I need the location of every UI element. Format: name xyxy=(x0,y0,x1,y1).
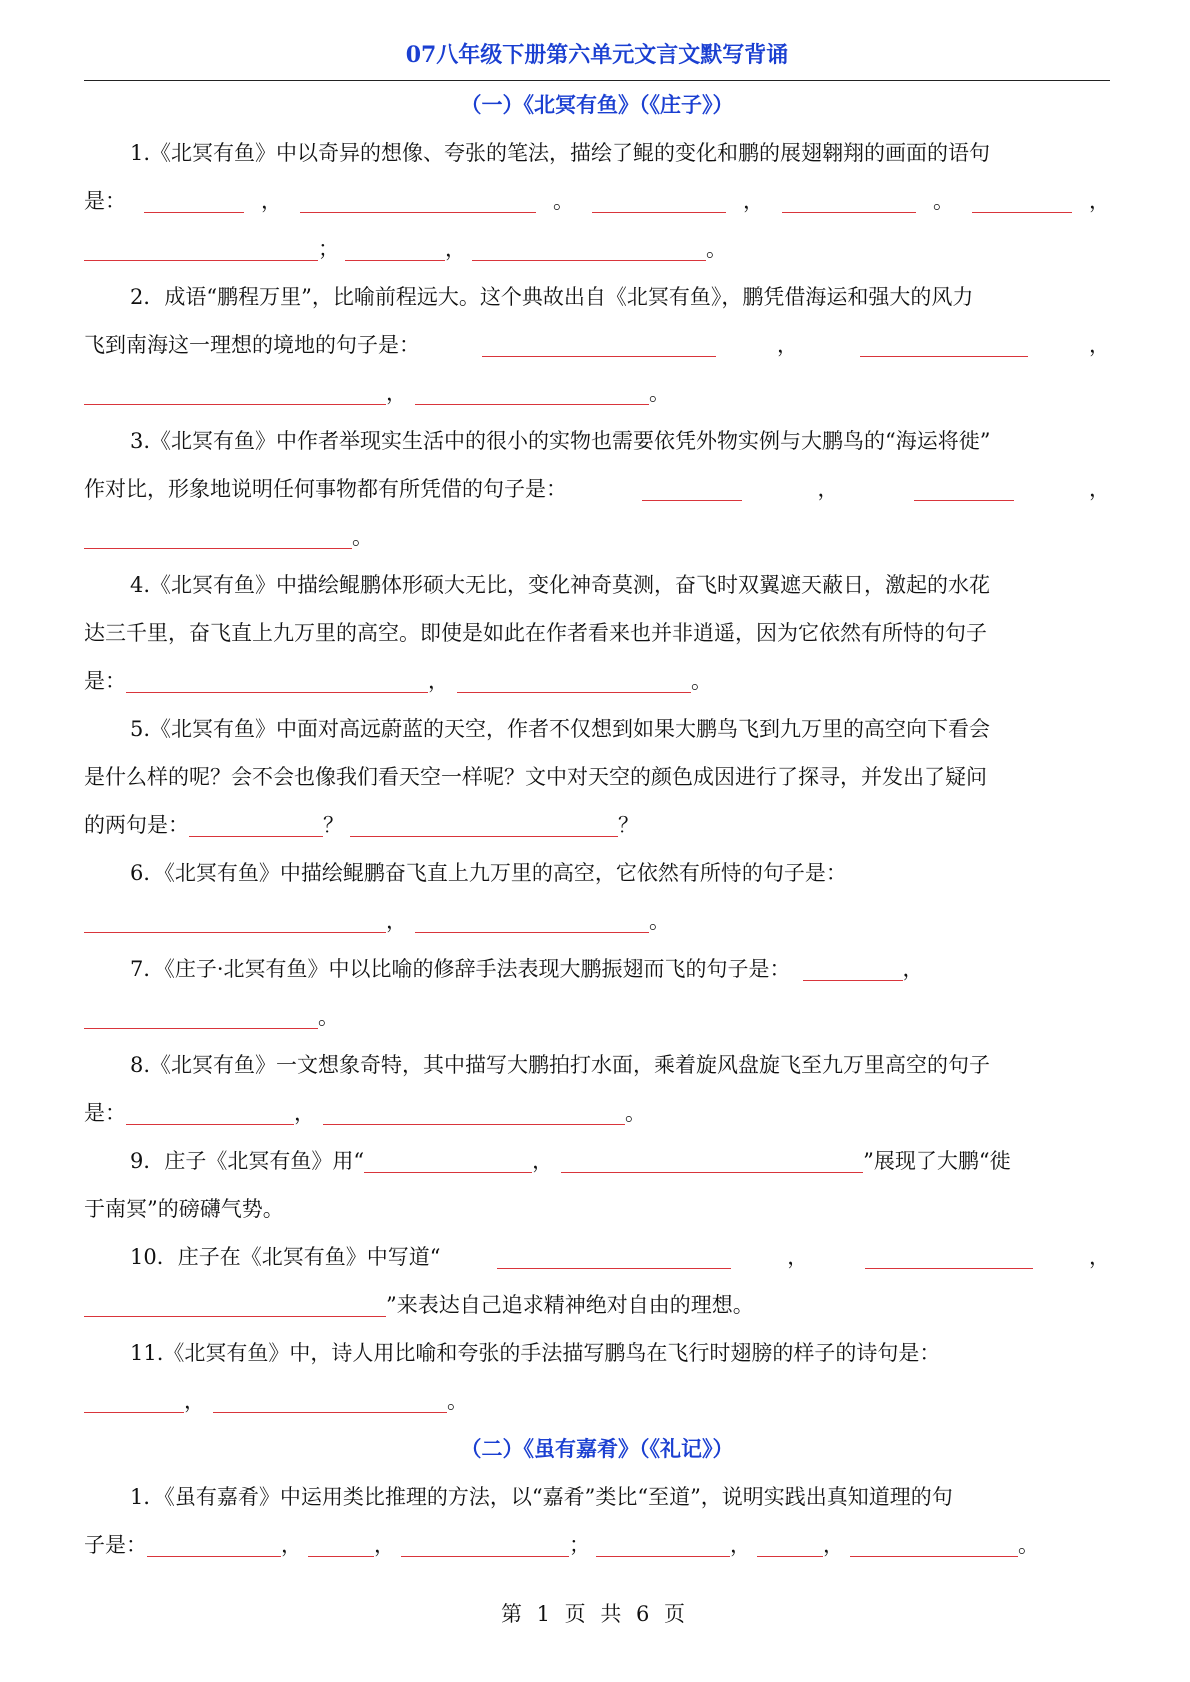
answer-blank[interactable] xyxy=(472,238,706,261)
answer-blank[interactable] xyxy=(415,910,649,933)
answer-blank[interactable] xyxy=(144,190,244,213)
answer-line: 飞到南海这一理想的境地的句子是： ， ， xyxy=(84,333,1110,357)
answer-blank[interactable] xyxy=(972,190,1072,213)
answer-blank[interactable] xyxy=(84,910,386,933)
answer-blank[interactable] xyxy=(757,1534,823,1557)
answer-line: 是： ， 。 ， 。 ， xyxy=(84,189,1110,213)
answer-line: 子是： ， ， ； ， ， 。 xyxy=(84,1533,1039,1557)
answer-blank[interactable] xyxy=(364,1150,532,1173)
question-3: 3.《北冥有鱼》中作者举现实生活中的很小的实物也需要依凭外物实例与大鹏鸟的“海运将徙” 作对比，形象地说明任何事物都有所凭借的句子是： ， ， 。 xyxy=(84,417,1110,561)
answer-blank[interactable] xyxy=(345,238,445,261)
answer-blank[interactable] xyxy=(84,526,352,549)
answer-line: 是： ， 。 xyxy=(84,1101,646,1125)
answer-blank[interactable] xyxy=(84,1006,318,1029)
section-2-question-1: 1．《虽有嘉肴》中运用类比推理的方法，以“嘉肴”类比“至道”，说明实践出真知道理的句 子是： ， ， ； ， ， 。 xyxy=(84,1473,1110,1569)
answer-blank[interactable] xyxy=(350,814,618,837)
question-2: 2．成语“鹏程万里”，比喻前程远大。这个典故出自《北冥有鱼》，鹏凭借海运和强大的风力 飞到南海这一理想的境地的句子是： ， ， ， 。 xyxy=(84,273,1110,417)
question-5: 5.《北冥有鱼》中面对高远蔚蓝的天空，作者不仅想到如果大鹏鸟飞到九万里的高空向下看会 是什么样的呢？会不会也像我们看天空一样呢？文中对天空的颜色成因进行了探寻，并发出了疑问 的两句是： ？ ？ xyxy=(84,705,1110,849)
document-title: 07八年级下册第六单元文言文默写背诵 xyxy=(405,42,789,68)
question-6: 6．《北冥有鱼》中描绘鲲鹏奋飞直上九万里的高空，它依然有所恃的句子是： ， 。 xyxy=(84,849,1110,945)
answer-blank[interactable] xyxy=(497,1246,731,1269)
answer-blank[interactable] xyxy=(457,670,691,693)
answer-line: ， 。 xyxy=(84,369,1110,417)
answer-line: 。 xyxy=(84,513,1110,561)
answer-blank[interactable] xyxy=(401,1534,569,1557)
question-text-line: 1.《北冥有鱼》中以奇异的想像、夸张的笔法，描绘了鲲的变化和鹏的展翅翱翔的画面的语句 xyxy=(130,141,991,165)
answer-blank[interactable] xyxy=(323,1102,625,1125)
answer-blank[interactable] xyxy=(803,958,903,981)
section-title-beiming: （一）《北冥有鱼》（《庄子》） xyxy=(460,92,734,117)
answer-line: 的两句是： ？ ？ xyxy=(84,813,639,837)
answer-blank[interactable] xyxy=(415,382,649,405)
question-7 xyxy=(84,945,1110,1041)
answer-blank[interactable] xyxy=(561,1150,863,1173)
answer-blank[interactable] xyxy=(213,1390,447,1413)
question-9: 9．庄子《北冥有鱼》用“ ， ”展现了大鹏“徙 于南冥”的磅礴气势。 xyxy=(84,1137,1110,1233)
answer-blank[interactable] xyxy=(147,1534,281,1557)
question-1 xyxy=(84,129,1110,273)
answer-line: ， 。 xyxy=(84,897,1110,945)
answer-line: ”来表达自己追求精神绝对自由的理想。 xyxy=(84,1281,1110,1329)
answer-line: ， 。 xyxy=(84,1377,1110,1425)
answer-line: 作对比，形象地说明任何事物都有所凭借的句子是： ， ， xyxy=(84,477,1110,501)
answer-line: 10．庄子在《北冥有鱼》中写道“ ， ， xyxy=(130,1245,1110,1269)
answer-blank[interactable] xyxy=(596,1534,730,1557)
answer-blank[interactable] xyxy=(592,190,726,213)
answer-line: ； ， 。 xyxy=(84,225,1110,273)
answer-blank[interactable] xyxy=(860,334,1028,357)
answer-blank[interactable] xyxy=(642,478,742,501)
answer-line: 是： ， 。 xyxy=(84,669,712,693)
answer-blank[interactable] xyxy=(126,670,428,693)
answer-blank[interactable] xyxy=(300,190,536,213)
answer-blank[interactable] xyxy=(865,1246,1033,1269)
answer-blank[interactable] xyxy=(308,1534,374,1557)
answer-line: 7．《庄子·北冥有鱼》中以比喻的修辞手法表现大鹏振翅而飞的句子是： ， xyxy=(130,957,924,981)
answer-blank[interactable] xyxy=(189,814,323,837)
question-11: 11.《北冥有鱼》中，诗人用比喻和夸张的手法描写鹏鸟在飞行时翅膀的样子的诗句是： ， 。 xyxy=(84,1329,1110,1425)
answer-line: 。 xyxy=(84,993,1110,1041)
section-title-suiyoujiayao: （二）《虽有嘉肴》（《礼记》） xyxy=(460,1436,734,1461)
answer-blank[interactable] xyxy=(914,478,1014,501)
question-4: 4.《北冥有鱼》中描绘鲲鹏体形硕大无比，变化神奇莫测，奋飞时双翼遮天蔽日，激起的水花 达三千里，奋飞直上九万里的高空。即使是如此在作者看来也并非逍遥，因为它依然有所恃的句子 是： ， 。 xyxy=(84,561,1110,705)
answer-blank[interactable] xyxy=(84,238,318,261)
answer-blank[interactable] xyxy=(84,1390,184,1413)
answer-blank[interactable] xyxy=(84,1294,386,1317)
answer-blank[interactable] xyxy=(850,1534,1018,1557)
answer-blank[interactable] xyxy=(782,190,916,213)
answer-blank[interactable] xyxy=(482,334,716,357)
page-footer: 第 1 页 共 6 页 xyxy=(500,1602,690,1626)
question-8: 8.《北冥有鱼》一文想象奇特，其中描写大鹏拍打水面，乘着旋风盘旋飞至九万里高空的句子 是： ， 。 xyxy=(84,1041,1110,1137)
answer-line: 9．庄子《北冥有鱼》用“ ， ”展现了大鹏“徙 xyxy=(130,1149,1011,1173)
question-10 xyxy=(84,1233,1110,1329)
answer-blank[interactable] xyxy=(126,1102,294,1125)
answer-blank[interactable] xyxy=(84,382,386,405)
